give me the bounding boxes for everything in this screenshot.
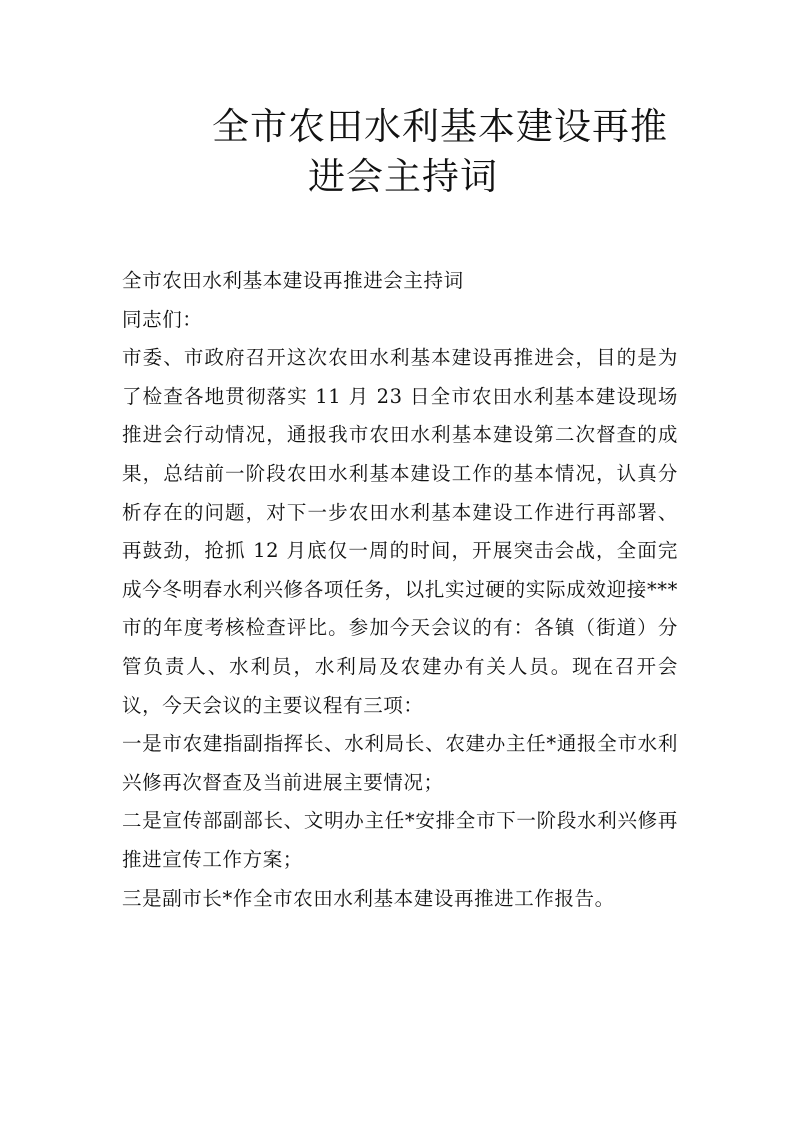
subtitle-paragraph: 全市农田水利基本建设再推进会主持词 bbox=[122, 269, 464, 292]
document-body bbox=[122, 262, 678, 918]
document-title-line-2: 进会主持词 bbox=[308, 155, 498, 198]
intro-paragraph: 市委、市政府召开这次农田水利基本建设再推进会，目的是为了检查各地贯彻落实 11 月 23 日全市农田水利基本建设现场推进会行动情况，通报我市农田水利基本建设第二次督查的成果，总结前一阶段农田水利基本建设工作的基本情况，认真分析存在的问题，对下一步农田水利基本建设工作进行再部署、再鼓劲，抢抓 12 月底仅一周的时间，开展突击会战，全面完成今冬明春水利兴修各项任务，以扎实过硬的实际成效迎接***市的年度考核检查评比。参加今天会议的有：各镇（街道）分管负责人、水利员，水利局及农建办有关人员。现在召开会议，今天会议的主要议程有三项： bbox=[122, 346, 678, 717]
document-title-line-1: 全市农田水利基本建设再推 bbox=[212, 105, 668, 148]
salutation-paragraph: 同志们： bbox=[122, 307, 203, 331]
agenda-item-3: 三是副市长*作全市农田水利基本建设再推进工作报告。 bbox=[122, 886, 615, 910]
agenda-item-1: 一是市农建指副指挥长、水利局长、农建办主任*通报全市水利兴修再次督查及当前进展主要情况； bbox=[122, 732, 678, 794]
agenda-item-2: 二是宣传部副部长、文明办主任*安排全市下一阶段水利兴修再推进宣传工作方案； bbox=[122, 809, 678, 871]
